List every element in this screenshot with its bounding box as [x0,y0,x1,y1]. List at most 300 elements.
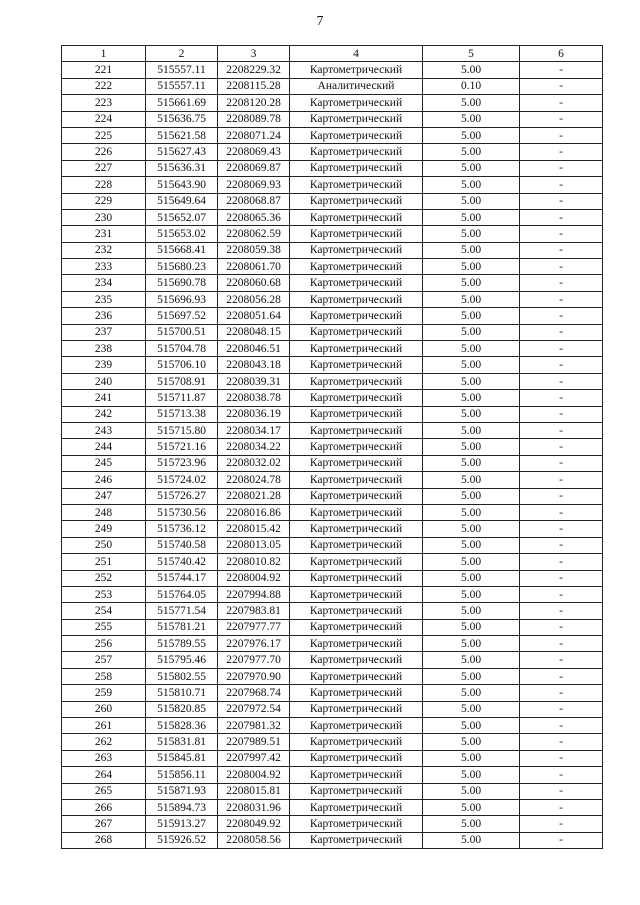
x-coordinate-cell: 515649.64 [146,193,218,209]
y-coordinate-cell: 2207981.32 [218,718,290,734]
point-number-cell: 258 [62,668,146,684]
accuracy-cell: 5.00 [423,406,520,422]
description-cell: - [520,209,603,225]
description-cell: - [520,160,603,176]
accuracy-cell: 5.00 [423,275,520,291]
x-coordinate-cell: 515711.87 [146,390,218,406]
y-coordinate-cell: 2207997.42 [218,750,290,766]
y-coordinate-cell: 2208034.22 [218,439,290,455]
accuracy-cell: 5.00 [423,259,520,275]
y-coordinate-cell: 2208061.70 [218,259,290,275]
point-number-cell: 230 [62,209,146,225]
y-coordinate-cell: 2207977.77 [218,619,290,635]
table-body [62,62,603,849]
point-number-cell: 259 [62,685,146,701]
method-cell: Картометрический [290,357,423,373]
accuracy-cell: 5.00 [423,603,520,619]
y-coordinate-cell: 2208046.51 [218,341,290,357]
method-cell: Картометрический [290,160,423,176]
accuracy-cell: 5.00 [423,537,520,553]
method-cell: Картометрический [290,62,423,78]
x-coordinate-cell: 515740.58 [146,537,218,553]
x-coordinate-cell: 515661.69 [146,95,218,111]
x-coordinate-cell: 515690.78 [146,275,218,291]
y-coordinate-cell: 2208048.15 [218,324,290,340]
description-cell: - [520,816,603,832]
accuracy-cell: 5.00 [423,177,520,193]
point-number-cell: 239 [62,357,146,373]
x-coordinate-cell: 515810.71 [146,685,218,701]
method-cell: Картометрический [290,750,423,766]
accuracy-cell: 5.00 [423,242,520,258]
method-cell: Картометрический [290,636,423,652]
accuracy-cell: 5.00 [423,472,520,488]
method-cell: Картометрический [290,127,423,143]
y-coordinate-cell: 2208043.18 [218,357,290,373]
x-coordinate-cell: 515730.56 [146,504,218,520]
method-cell: Картометрический [290,816,423,832]
accuracy-cell: 5.00 [423,701,520,717]
method-cell: Картометрический [290,111,423,127]
y-coordinate-cell: 2208056.28 [218,291,290,307]
point-number-cell: 267 [62,816,146,832]
method-cell: Картометрический [290,570,423,586]
point-number-cell: 250 [62,537,146,553]
method-cell: Картометрический [290,226,423,242]
table-row [62,586,603,602]
description-cell: - [520,111,603,127]
y-coordinate-cell: 2207976.17 [218,636,290,652]
description-cell: - [520,718,603,734]
accuracy-cell: 5.00 [423,341,520,357]
y-coordinate-cell: 2208031.96 [218,799,290,815]
x-coordinate-cell: 515789.55 [146,636,218,652]
table-row [62,324,603,340]
table-row [62,734,603,750]
table-row [62,832,603,848]
point-number-cell: 221 [62,62,146,78]
point-number-cell: 249 [62,521,146,537]
point-number-cell: 223 [62,95,146,111]
description-cell: - [520,390,603,406]
y-coordinate-cell: 2208062.59 [218,226,290,242]
description-cell: - [520,521,603,537]
point-number-cell: 253 [62,586,146,602]
table-row [62,504,603,520]
point-number-cell: 225 [62,127,146,143]
description-cell: - [520,750,603,766]
accuracy-cell: 5.00 [423,160,520,176]
accuracy-cell: 5.00 [423,226,520,242]
x-coordinate-cell: 515781.21 [146,619,218,635]
x-coordinate-cell: 515802.55 [146,668,218,684]
x-coordinate-cell: 515652.07 [146,209,218,225]
x-coordinate-cell: 515795.46 [146,652,218,668]
table-row [62,177,603,193]
point-number-cell: 233 [62,259,146,275]
table-row [62,472,603,488]
y-coordinate-cell: 2208024.78 [218,472,290,488]
y-coordinate-cell: 2208229.32 [218,62,290,78]
accuracy-cell: 5.00 [423,62,520,78]
point-number-cell: 247 [62,488,146,504]
method-cell: Картометрический [290,767,423,783]
method-cell: Картометрический [290,603,423,619]
description-cell: - [520,799,603,815]
table-row [62,488,603,504]
description-cell: - [520,357,603,373]
table-row [62,95,603,111]
description-cell: - [520,78,603,94]
description-cell: - [520,652,603,668]
method-cell: Картометрический [290,488,423,504]
accuracy-cell: 0.10 [423,78,520,94]
y-coordinate-cell: 2208016.86 [218,504,290,520]
description-cell: - [520,734,603,750]
point-number-cell: 232 [62,242,146,258]
x-coordinate-cell: 515721.16 [146,439,218,455]
accuracy-cell: 5.00 [423,619,520,635]
table-row [62,652,603,668]
description-cell: - [520,767,603,783]
method-cell: Картометрический [290,275,423,291]
method-cell: Картометрический [290,406,423,422]
table-row [62,275,603,291]
y-coordinate-cell: 2207970.90 [218,668,290,684]
method-cell: Картометрический [290,324,423,340]
x-coordinate-cell: 515871.93 [146,783,218,799]
description-cell: - [520,439,603,455]
x-coordinate-cell: 515724.02 [146,472,218,488]
table-row [62,144,603,160]
y-coordinate-cell: 2208034.17 [218,422,290,438]
x-coordinate-cell: 515744.17 [146,570,218,586]
description-cell: - [520,619,603,635]
x-coordinate-cell: 515736.12 [146,521,218,537]
method-cell: Картометрический [290,619,423,635]
y-coordinate-cell: 2208069.43 [218,144,290,160]
y-coordinate-cell: 2208071.24 [218,127,290,143]
description-cell: - [520,373,603,389]
method-cell: Картометрический [290,586,423,602]
y-coordinate-cell: 2208059.38 [218,242,290,258]
y-coordinate-cell: 2208069.87 [218,160,290,176]
description-cell: - [520,406,603,422]
x-coordinate-cell: 515668.41 [146,242,218,258]
table-row [62,668,603,684]
point-number-cell: 222 [62,78,146,94]
accuracy-cell: 5.00 [423,767,520,783]
method-cell: Картометрический [290,652,423,668]
point-number-cell: 254 [62,603,146,619]
y-coordinate-cell: 2208038.78 [218,390,290,406]
method-cell: Картометрический [290,193,423,209]
point-number-cell: 256 [62,636,146,652]
table-row [62,193,603,209]
point-number-cell: 245 [62,455,146,471]
table-row [62,603,603,619]
table-row [62,816,603,832]
description-cell: - [520,242,603,258]
coordinates-table [61,45,603,849]
x-coordinate-cell: 515820.85 [146,701,218,717]
method-cell: Картометрический [290,832,423,848]
table-row [62,619,603,635]
table-row [62,160,603,176]
description-cell: - [520,291,603,307]
method-cell: Картометрический [290,291,423,307]
y-coordinate-cell: 2208120.28 [218,95,290,111]
point-number-cell: 242 [62,406,146,422]
description-cell: - [520,488,603,504]
x-coordinate-cell: 515704.78 [146,341,218,357]
accuracy-cell: 5.00 [423,95,520,111]
point-number-cell: 229 [62,193,146,209]
accuracy-cell: 5.00 [423,570,520,586]
x-coordinate-cell: 515653.02 [146,226,218,242]
column-header-method: 4 [290,46,423,62]
table-row [62,242,603,258]
table-row [62,799,603,815]
x-coordinate-cell: 515740.42 [146,554,218,570]
y-coordinate-cell: 2208069.93 [218,177,290,193]
y-coordinate-cell: 2208010.82 [218,554,290,570]
x-coordinate-cell: 515700.51 [146,324,218,340]
table-row [62,308,603,324]
method-cell: Картометрический [290,341,423,357]
x-coordinate-cell: 515856.11 [146,767,218,783]
method-cell: Картометрический [290,455,423,471]
column-header-description: 6 [520,46,603,62]
y-coordinate-cell: 2207983.81 [218,603,290,619]
description-cell: - [520,554,603,570]
point-number-cell: 244 [62,439,146,455]
accuracy-cell: 5.00 [423,734,520,750]
table-row [62,783,603,799]
point-number-cell: 228 [62,177,146,193]
y-coordinate-cell: 2207972.54 [218,701,290,717]
x-coordinate-cell: 515845.81 [146,750,218,766]
description-cell: - [520,144,603,160]
method-cell: Картометрический [290,308,423,324]
method-cell: Картометрический [290,718,423,734]
accuracy-cell: 5.00 [423,718,520,734]
table-row [62,259,603,275]
y-coordinate-cell: 2208051.64 [218,308,290,324]
table-row [62,701,603,717]
accuracy-cell: 5.00 [423,554,520,570]
description-cell: - [520,324,603,340]
accuracy-cell: 5.00 [423,636,520,652]
accuracy-cell: 5.00 [423,504,520,520]
y-coordinate-cell: 2208089.78 [218,111,290,127]
y-coordinate-cell: 2208068.87 [218,193,290,209]
y-coordinate-cell: 2207968.74 [218,685,290,701]
accuracy-cell: 5.00 [423,324,520,340]
x-coordinate-cell: 515713.38 [146,406,218,422]
method-cell: Картометрический [290,504,423,520]
accuracy-cell: 5.00 [423,816,520,832]
point-number-cell: 252 [62,570,146,586]
x-coordinate-cell: 515726.27 [146,488,218,504]
point-number-cell: 235 [62,291,146,307]
accuracy-cell: 5.00 [423,209,520,225]
table-row [62,357,603,373]
method-cell: Картометрический [290,537,423,553]
table-row [62,521,603,537]
table-row [62,685,603,701]
accuracy-cell: 5.00 [423,668,520,684]
accuracy-cell: 5.00 [423,685,520,701]
table-row [62,439,603,455]
table-row [62,78,603,94]
y-coordinate-cell: 2208015.42 [218,521,290,537]
x-coordinate-cell: 515627.43 [146,144,218,160]
table-row [62,422,603,438]
description-cell: - [520,504,603,520]
y-coordinate-cell: 2208039.31 [218,373,290,389]
accuracy-cell: 5.00 [423,750,520,766]
method-cell: Аналитический [290,78,423,94]
description-cell: - [520,177,603,193]
method-cell: Картометрический [290,177,423,193]
point-number-cell: 243 [62,422,146,438]
x-coordinate-cell: 515697.52 [146,308,218,324]
x-coordinate-cell: 515894.73 [146,799,218,815]
accuracy-cell: 5.00 [423,652,520,668]
accuracy-cell: 5.00 [423,455,520,471]
method-cell: Картометрический [290,668,423,684]
accuracy-cell: 5.00 [423,439,520,455]
y-coordinate-cell: 2207994.88 [218,586,290,602]
table-row [62,570,603,586]
point-number-cell: 248 [62,504,146,520]
accuracy-cell: 5.00 [423,308,520,324]
point-number-cell: 224 [62,111,146,127]
description-cell: - [520,422,603,438]
method-cell: Картометрический [290,242,423,258]
y-coordinate-cell: 2208032.02 [218,455,290,471]
y-coordinate-cell: 2208058.56 [218,832,290,848]
x-coordinate-cell: 515831.81 [146,734,218,750]
accuracy-cell: 5.00 [423,783,520,799]
y-coordinate-cell: 2208015.81 [218,783,290,799]
point-number-cell: 265 [62,783,146,799]
column-header-x: 2 [146,46,218,62]
method-cell: Картометрический [290,373,423,389]
description-cell: - [520,62,603,78]
x-coordinate-cell: 515706.10 [146,357,218,373]
point-number-cell: 227 [62,160,146,176]
table-row [62,209,603,225]
accuracy-cell: 5.00 [423,390,520,406]
y-coordinate-cell: 2208021.28 [218,488,290,504]
x-coordinate-cell: 515723.96 [146,455,218,471]
x-coordinate-cell: 515696.93 [146,291,218,307]
point-number-cell: 251 [62,554,146,570]
table-row [62,373,603,389]
y-coordinate-cell: 2208004.92 [218,767,290,783]
method-cell: Картометрический [290,95,423,111]
table-row [62,341,603,357]
description-cell: - [520,259,603,275]
table-row [62,455,603,471]
y-coordinate-cell: 2208060.68 [218,275,290,291]
description-cell: - [520,603,603,619]
table-row [62,750,603,766]
description-cell: - [520,275,603,291]
header-row [62,46,603,62]
page-number: 7 [316,14,324,29]
method-cell: Картометрический [290,390,423,406]
column-header-point-number: 1 [62,46,146,62]
x-coordinate-cell: 515715.80 [146,422,218,438]
method-cell: Картометрический [290,144,423,160]
description-cell: - [520,537,603,553]
table-row [62,226,603,242]
method-cell: Картометрический [290,783,423,799]
description-cell: - [520,193,603,209]
point-number-cell: 263 [62,750,146,766]
description-cell: - [520,95,603,111]
point-number-cell: 255 [62,619,146,635]
x-coordinate-cell: 515680.23 [146,259,218,275]
description-cell: - [520,127,603,143]
table-row [62,767,603,783]
y-coordinate-cell: 2208115.28 [218,78,290,94]
point-number-cell: 236 [62,308,146,324]
point-number-cell: 237 [62,324,146,340]
accuracy-cell: 5.00 [423,357,520,373]
table-row [62,291,603,307]
y-coordinate-cell: 2207977.70 [218,652,290,668]
method-cell: Картометрический [290,521,423,537]
method-cell: Картометрический [290,554,423,570]
accuracy-cell: 5.00 [423,521,520,537]
table-row [62,127,603,143]
method-cell: Картометрический [290,799,423,815]
point-number-cell: 234 [62,275,146,291]
y-coordinate-cell: 2208013.05 [218,537,290,553]
description-cell: - [520,472,603,488]
point-number-cell: 240 [62,373,146,389]
accuracy-cell: 5.00 [423,488,520,504]
description-cell: - [520,226,603,242]
x-coordinate-cell: 515764.05 [146,586,218,602]
x-coordinate-cell: 515771.54 [146,603,218,619]
accuracy-cell: 5.00 [423,586,520,602]
point-number-cell: 246 [62,472,146,488]
accuracy-cell: 5.00 [423,373,520,389]
x-coordinate-cell: 515636.31 [146,160,218,176]
description-cell: - [520,586,603,602]
description-cell: - [520,668,603,684]
point-number-cell: 226 [62,144,146,160]
table-row [62,62,603,78]
description-cell: - [520,341,603,357]
point-number-cell: 260 [62,701,146,717]
table-row [62,537,603,553]
description-cell: - [520,636,603,652]
description-cell: - [520,685,603,701]
x-coordinate-cell: 515557.11 [146,78,218,94]
x-coordinate-cell: 515828.36 [146,718,218,734]
point-number-cell: 241 [62,390,146,406]
method-cell: Картометрический [290,734,423,750]
method-cell: Картометрический [290,259,423,275]
y-coordinate-cell: 2208036.19 [218,406,290,422]
table-row [62,390,603,406]
